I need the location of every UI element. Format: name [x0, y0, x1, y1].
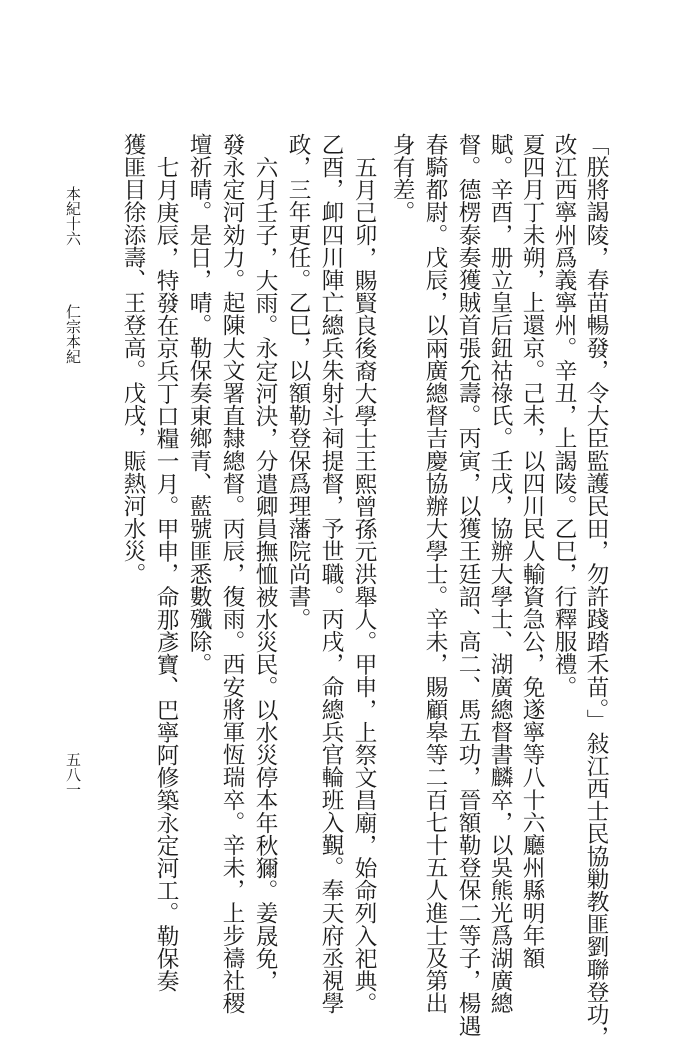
- text-column-2: 改江西寧州爲義寧州。辛丑，上謁陵。乙巳，行釋服禮。: [551, 133, 577, 698]
- text-column-12: 發永定河効力。起陳大文署直隸總督。丙辰，復雨。西安將軍恆瑞卒。辛未，上步禱社稷: [219, 133, 245, 1015]
- text-column-14: 七月庚辰，特發在京兵丁口糧一月。甲申，命那彥寶、巴寧阿修築永定河工。勒保奏: [153, 156, 179, 993]
- text-column-1: 「朕將謁陵，春苗暢發，令大臣監護民田，勿許踐踏禾苗。」敍江西士民協勦教匪劉聯登功，: [583, 133, 609, 1048]
- section-title: 仁宗本紀: [64, 304, 82, 364]
- text-column-15: 獲匪目徐添壽、王登高。戊戌，賑熱河水災。: [120, 133, 146, 585]
- text-column-11: 六月壬子，大雨。永定河決，分遣卿員撫恤被水災民。以水災停本年秋獮。姜晟免，: [252, 156, 278, 993]
- text-column-4: 賦。辛酉，册立皇后鈕祜祿氏。壬戌，協辦大學士、湖廣總督書麟卒，以吳熊光爲湖廣總: [487, 133, 513, 1015]
- text-column-13: 壇祈晴。是日，晴。勒保奏東鄉青、藍號匪悉數殲除。: [186, 133, 212, 676]
- text-column-3: 夏四月丁未朔，上還京。己未，以四川民人輸資急公，免遂寧等八十六廳州縣明年額: [519, 133, 545, 970]
- text-column-10: 政，三年更任。乙巳，以額勒登保爲理藩院尚書。: [285, 133, 311, 631]
- text-column-8: 五月己卯，賜賢良後裔大學士王熙曾孫元洪舉人。甲申，上祭文昌廟，始命列入祀典。: [351, 156, 377, 1015]
- text-column-7: 身有差。: [389, 133, 415, 224]
- text-column-9: 乙酉，卹四川陣亡總兵朱射斗祠提督，予世職。丙戌，命總兵官輪班入覲。奉天府丞視學: [318, 133, 344, 1015]
- chapter-title: 本紀十六: [64, 186, 82, 246]
- text-column-6: 春騎都尉。戊辰，以兩廣總督吉慶協辦大學士。辛未，賜顧皋等二百七十五人進士及第出: [422, 133, 448, 1015]
- page-number: 五八一: [64, 752, 82, 797]
- text-column-5: 督。德楞泰奏獲賊首張允壽。丙寅，以獲王廷詔、高二、馬五功，晉額勒登保二等子，楊遇: [455, 133, 481, 1037]
